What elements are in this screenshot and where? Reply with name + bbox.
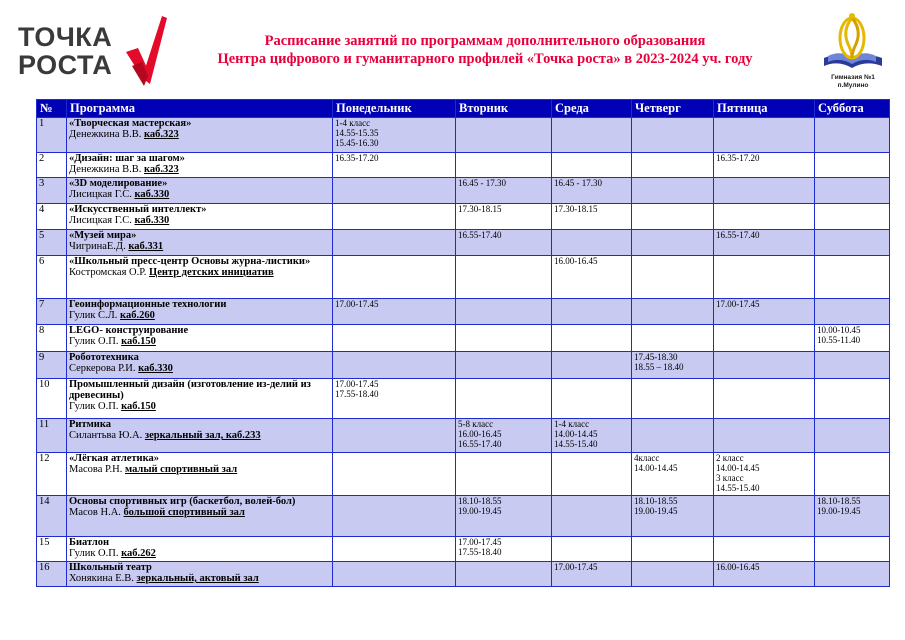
program-cell bbox=[67, 178, 333, 204]
schedule-cell-wed bbox=[552, 256, 632, 299]
schedule-cell-tue bbox=[456, 325, 552, 352]
time-slot: 18.10-18.55 bbox=[458, 496, 502, 506]
time-slot: 10.55-11.40 bbox=[817, 335, 861, 345]
column-header: Вторник bbox=[456, 100, 552, 118]
time-slot: 2 класс bbox=[716, 453, 744, 463]
room-name: каб.330 bbox=[134, 215, 170, 226]
time-slot: 19.00-19.45 bbox=[817, 506, 861, 516]
teacher-name: Денежкина В.В. bbox=[69, 129, 142, 140]
schedule-cell-thu bbox=[632, 419, 714, 453]
schedule-cell-sat bbox=[815, 419, 890, 453]
row-number: 9 bbox=[37, 352, 67, 379]
row-number: 16 bbox=[37, 562, 67, 587]
program-name: «Школьный пресс-центр Основы журна-листики» bbox=[69, 256, 311, 267]
teacher-name: Масов Н.А. bbox=[69, 507, 121, 518]
schedule-cell-mon bbox=[333, 537, 456, 562]
schedule-cell-mon bbox=[333, 153, 456, 178]
row-number: 10 bbox=[37, 379, 67, 419]
schedule-cell-wed bbox=[552, 325, 632, 352]
schedule-cell-tue bbox=[456, 299, 552, 325]
room-name: большой спортивный зал bbox=[123, 507, 245, 518]
schedule-cell-wed bbox=[552, 299, 632, 325]
schedule-cell-fri bbox=[714, 562, 815, 587]
schedule-cell-mon bbox=[333, 419, 456, 453]
schedule-cell-mon bbox=[333, 178, 456, 204]
room-name: каб.331 bbox=[128, 241, 164, 252]
time-slot: 3 класс bbox=[716, 473, 744, 483]
time-slot: 16.00-16.45 bbox=[716, 562, 760, 572]
time-slot: 1-4 класс bbox=[335, 118, 371, 128]
school-logo bbox=[818, 8, 888, 94]
program-name: Биатлон bbox=[69, 537, 110, 548]
schedule-cell-fri bbox=[714, 230, 815, 256]
row-number: 4 bbox=[37, 204, 67, 230]
program-cell bbox=[67, 562, 333, 587]
teacher-name: Серкерова Р.И. bbox=[69, 363, 136, 374]
program-cell bbox=[67, 325, 333, 352]
row-number: 1 bbox=[37, 118, 67, 153]
row-number: 5 bbox=[37, 230, 67, 256]
time-slot: 18.55 – 18.40 bbox=[634, 362, 684, 372]
schedule-cell-sat bbox=[815, 325, 890, 352]
time-slot: 17.45-18.30 bbox=[634, 352, 678, 362]
column-header: Понедельник bbox=[333, 100, 456, 118]
program-name: «Искусственный интеллект» bbox=[69, 204, 207, 215]
program-cell bbox=[67, 419, 333, 453]
time-slot: 16.45 - 17.30 bbox=[458, 178, 506, 188]
time-slot: 17.30-18.15 bbox=[458, 204, 502, 214]
teacher-name: ЧигринаЕ.Д. bbox=[69, 241, 126, 252]
teacher-name: Гулик О.П. bbox=[69, 336, 119, 347]
room-name: зеркальный, актовый зал bbox=[136, 573, 259, 584]
time-slot: 17.00-17.45 bbox=[458, 537, 502, 547]
program-cell bbox=[67, 256, 333, 299]
table-row bbox=[37, 118, 890, 153]
schedule-cell-wed bbox=[552, 562, 632, 587]
title-line-2: Центра цифрового и гуманитарного профилей «Точка роста» в 2023-2024 уч. году bbox=[217, 51, 753, 67]
table-row bbox=[37, 325, 890, 352]
school-logo-caption-2: п.Мулино bbox=[837, 82, 869, 89]
time-slot: 16.45 - 17.30 bbox=[554, 178, 602, 188]
schedule-cell-tue bbox=[456, 230, 552, 256]
time-slot: 10.00-10.45 bbox=[817, 325, 861, 335]
time-slot: 5-8 класс bbox=[458, 419, 494, 429]
schedule-cell-thu bbox=[632, 562, 714, 587]
schedule-cell-tue bbox=[456, 496, 552, 537]
program-name: «Лёгкая атлетика» bbox=[69, 453, 159, 464]
row-number: 7 bbox=[37, 299, 67, 325]
table-row bbox=[37, 230, 890, 256]
room-name: каб.150 bbox=[121, 401, 156, 412]
program-cell bbox=[67, 379, 333, 419]
schedule-cell-sat bbox=[815, 153, 890, 178]
time-slot: 14.00-14.45 bbox=[716, 463, 760, 473]
schedule-cell-fri bbox=[714, 379, 815, 419]
row-number: 12 bbox=[37, 453, 67, 496]
schedule-cell-fri bbox=[714, 325, 815, 352]
schedule-cell-wed bbox=[552, 230, 632, 256]
time-slot: 17.00-17.45 bbox=[335, 379, 379, 389]
column-header: Среда bbox=[552, 100, 632, 118]
schedule-cell-mon bbox=[333, 453, 456, 496]
schedule-cell-fri bbox=[714, 256, 815, 299]
teacher-name: Силантьва Ю.А. bbox=[69, 430, 143, 441]
teacher-name: Лисицкая Г.С. bbox=[69, 215, 132, 226]
program-name: «Творческая мастерская» bbox=[69, 118, 192, 129]
schedule-cell-sat bbox=[815, 562, 890, 587]
row-number: 14 bbox=[37, 496, 67, 537]
table-row bbox=[37, 178, 890, 204]
tochka-rosta-logo bbox=[18, 12, 168, 90]
table-row bbox=[37, 453, 890, 496]
program-name: «Дизайн: шаг за шагом» bbox=[69, 153, 185, 164]
schedule-cell-tue bbox=[456, 256, 552, 299]
program-name: «3D моделирование» bbox=[69, 178, 168, 189]
checkmark-logo-icon bbox=[122, 12, 168, 90]
room-name: малый спортивный зал bbox=[125, 464, 238, 475]
schedule-cell-tue bbox=[456, 419, 552, 453]
program-name: «Музей мира» bbox=[69, 230, 137, 241]
column-header: Суббота bbox=[815, 100, 890, 118]
schedule-cell-sat bbox=[815, 537, 890, 562]
program-cell bbox=[67, 352, 333, 379]
schedule-cell-wed bbox=[552, 352, 632, 379]
schedule-cell-sat bbox=[815, 496, 890, 537]
row-number: 11 bbox=[37, 419, 67, 453]
program-cell bbox=[67, 230, 333, 256]
schedule-cell-wed bbox=[552, 204, 632, 230]
schedule-cell-thu bbox=[632, 256, 714, 299]
room-name: Центр детских инициатив bbox=[149, 267, 274, 278]
time-slot: 4класс bbox=[634, 453, 660, 463]
time-slot: 16.35-17.20 bbox=[335, 153, 379, 163]
row-number: 8 bbox=[37, 325, 67, 352]
schedule-cell-sat bbox=[815, 352, 890, 379]
program-cell bbox=[67, 453, 333, 496]
program-name: Робототехника bbox=[69, 352, 139, 363]
schedule-cell-mon bbox=[333, 118, 456, 153]
schedule-cell-tue bbox=[456, 352, 552, 379]
time-slot: 16.55-17.40 bbox=[716, 230, 760, 240]
schedule-cell-thu bbox=[632, 299, 714, 325]
teacher-name: Хонякина Е.В. bbox=[69, 573, 134, 584]
row-number: 6 bbox=[37, 256, 67, 299]
row-number: 2 bbox=[37, 153, 67, 178]
teacher-name: Денежкина В.В. bbox=[69, 164, 142, 175]
room-name: каб.150 bbox=[121, 336, 156, 347]
schedule-cell-wed bbox=[552, 118, 632, 153]
schedule-cell-thu bbox=[632, 453, 714, 496]
table-header-row bbox=[37, 100, 890, 118]
schedule-cell-thu bbox=[632, 352, 714, 379]
table-row bbox=[37, 256, 890, 299]
program-name: LEGO- конструирование bbox=[69, 325, 189, 336]
program-cell bbox=[67, 537, 333, 562]
teacher-name: Лисицкая Г.С. bbox=[69, 189, 132, 200]
schedule-cell-wed bbox=[552, 496, 632, 537]
time-slot: 19.00-19.45 bbox=[634, 506, 678, 516]
schedule-table bbox=[36, 99, 890, 587]
time-slot: 1-4 класс bbox=[554, 419, 590, 429]
time-slot: 14.55-15.35 bbox=[335, 128, 379, 138]
table-row bbox=[37, 562, 890, 587]
table-row bbox=[37, 153, 890, 178]
schedule-cell-thu bbox=[632, 178, 714, 204]
time-slot: 16.55-17.40 bbox=[458, 439, 502, 449]
teacher-name: Гулик О.П. bbox=[69, 401, 119, 412]
table-row bbox=[37, 379, 890, 419]
time-slot: 17.00-17.45 bbox=[716, 299, 760, 309]
time-slot: 14.55-15.40 bbox=[554, 439, 598, 449]
schedule-cell-tue bbox=[456, 118, 552, 153]
schedule-cell-fri bbox=[714, 153, 815, 178]
schedule-cell-mon bbox=[333, 230, 456, 256]
table-row bbox=[37, 352, 890, 379]
time-slot: 15.45-16.30 bbox=[335, 138, 379, 148]
table-row bbox=[37, 204, 890, 230]
schedule-cell-fri bbox=[714, 118, 815, 153]
schedule-cell-tue bbox=[456, 379, 552, 419]
time-slot: 17.55-18.40 bbox=[335, 389, 379, 399]
table-row bbox=[37, 496, 890, 537]
program-cell bbox=[67, 496, 333, 537]
program-name: Промышленный дизайн (изготовление из-делий из древесины) bbox=[69, 379, 311, 401]
schedule-cell-sat bbox=[815, 379, 890, 419]
time-slot: 17.30-18.15 bbox=[554, 204, 598, 214]
column-header: Четверг bbox=[632, 100, 714, 118]
schedule-cell-mon bbox=[333, 379, 456, 419]
schedule-cell-fri bbox=[714, 178, 815, 204]
schedule-cell-fri bbox=[714, 537, 815, 562]
schedule-cell-mon bbox=[333, 325, 456, 352]
schedule-cell-sat bbox=[815, 256, 890, 299]
logo-text-line1: ТОЧКА bbox=[18, 22, 113, 52]
table-row bbox=[37, 299, 890, 325]
teacher-name: Масова Р.Н. bbox=[69, 464, 123, 475]
schedule-cell-tue bbox=[456, 453, 552, 496]
schedule-cell-fri bbox=[714, 453, 815, 496]
schedule-cell-mon bbox=[333, 204, 456, 230]
schedule-cell-wed bbox=[552, 153, 632, 178]
schedule-cell-fri bbox=[714, 496, 815, 537]
program-cell bbox=[67, 299, 333, 325]
teacher-name: Гулик С.Л. bbox=[69, 310, 118, 321]
room-name: каб.260 bbox=[120, 310, 155, 321]
time-slot: 16.55-17.40 bbox=[458, 230, 502, 240]
column-header: № bbox=[37, 100, 67, 118]
program-cell bbox=[67, 118, 333, 153]
page-title bbox=[175, 32, 795, 68]
schedule-cell-mon bbox=[333, 299, 456, 325]
teacher-name: Костромская О.Р. bbox=[69, 267, 147, 278]
schedule-cell-tue bbox=[456, 178, 552, 204]
schedule-cell-tue bbox=[456, 204, 552, 230]
time-slot: 16.00-16.45 bbox=[458, 429, 502, 439]
schedule-cell-sat bbox=[815, 230, 890, 256]
row-number: 15 bbox=[37, 537, 67, 562]
schedule-cell-thu bbox=[632, 153, 714, 178]
school-emblem-icon bbox=[818, 8, 888, 80]
schedule-cell-fri bbox=[714, 299, 815, 325]
schedule-cell-thu bbox=[632, 204, 714, 230]
teacher-name: Гулик О.П. bbox=[69, 548, 119, 559]
time-slot: 16.35-17.20 bbox=[716, 153, 760, 163]
schedule-cell-wed bbox=[552, 537, 632, 562]
schedule-cell-mon bbox=[333, 496, 456, 537]
time-slot: 18.10-18.55 bbox=[634, 496, 678, 506]
schedule-cell-sat bbox=[815, 118, 890, 153]
room-name: каб.323 bbox=[144, 129, 179, 140]
time-slot: 17.55-18.40 bbox=[458, 547, 502, 557]
room-name: каб.323 bbox=[144, 164, 179, 175]
schedule-cell-mon bbox=[333, 562, 456, 587]
program-name: Основы спортивных игр (баскетбол, волей-бол) bbox=[69, 496, 296, 507]
title-line-1: Расписание занятий по программам дополнительного образования bbox=[264, 33, 706, 49]
schedule-cell-thu bbox=[632, 325, 714, 352]
logo-text-line2: РОСТА bbox=[18, 50, 113, 80]
schedule-cell-fri bbox=[714, 419, 815, 453]
schedule-cell-wed bbox=[552, 379, 632, 419]
program-cell bbox=[67, 153, 333, 178]
schedule-cell-fri bbox=[714, 352, 815, 379]
room-name: зеркальный зал, каб.233 bbox=[144, 430, 261, 441]
school-logo-caption-1: Гимназия №1 bbox=[831, 74, 875, 81]
table-row bbox=[37, 537, 890, 562]
schedule-cell-sat bbox=[815, 204, 890, 230]
schedule-cell-thu bbox=[632, 118, 714, 153]
room-name: каб.330 bbox=[138, 363, 173, 374]
time-slot: 14.00-14.45 bbox=[554, 429, 598, 439]
schedule-cell-tue bbox=[456, 562, 552, 587]
schedule-body bbox=[37, 118, 890, 587]
schedule-cell-wed bbox=[552, 453, 632, 496]
schedule-cell-tue bbox=[456, 153, 552, 178]
program-name: Геоинформационные технологии bbox=[69, 299, 227, 310]
time-slot: 17.00-17.45 bbox=[554, 562, 598, 572]
schedule-cell-sat bbox=[815, 453, 890, 496]
schedule-cell-sat bbox=[815, 299, 890, 325]
schedule-cell-sat bbox=[815, 178, 890, 204]
column-header: Программа bbox=[67, 100, 333, 118]
schedule-cell-wed bbox=[552, 419, 632, 453]
schedule-cell-wed bbox=[552, 178, 632, 204]
schedule-cell-tue bbox=[456, 537, 552, 562]
schedule-cell-mon bbox=[333, 256, 456, 299]
time-slot: 14.00-14.45 bbox=[634, 463, 678, 473]
program-name: Ритмика bbox=[69, 419, 111, 430]
program-cell bbox=[67, 204, 333, 230]
schedule-cell-thu bbox=[632, 379, 714, 419]
time-slot: 14.55-15.40 bbox=[716, 483, 760, 493]
table-row bbox=[37, 419, 890, 453]
schedule-cell-thu bbox=[632, 230, 714, 256]
time-slot: 16.00-16.45 bbox=[554, 256, 598, 266]
time-slot: 18.10-18.55 bbox=[817, 496, 861, 506]
column-header: Пятница bbox=[714, 100, 815, 118]
room-name: каб.262 bbox=[121, 548, 156, 559]
schedule-cell-fri bbox=[714, 204, 815, 230]
schedule-cell-thu bbox=[632, 537, 714, 562]
row-number: 3 bbox=[37, 178, 67, 204]
time-slot: 19.00-19.45 bbox=[458, 506, 502, 516]
time-slot: 17.00-17.45 bbox=[335, 299, 379, 309]
schedule-cell-thu bbox=[632, 496, 714, 537]
room-name: каб.330 bbox=[134, 189, 170, 200]
program-name: Школьный театр bbox=[69, 562, 152, 573]
schedule-cell-mon bbox=[333, 352, 456, 379]
